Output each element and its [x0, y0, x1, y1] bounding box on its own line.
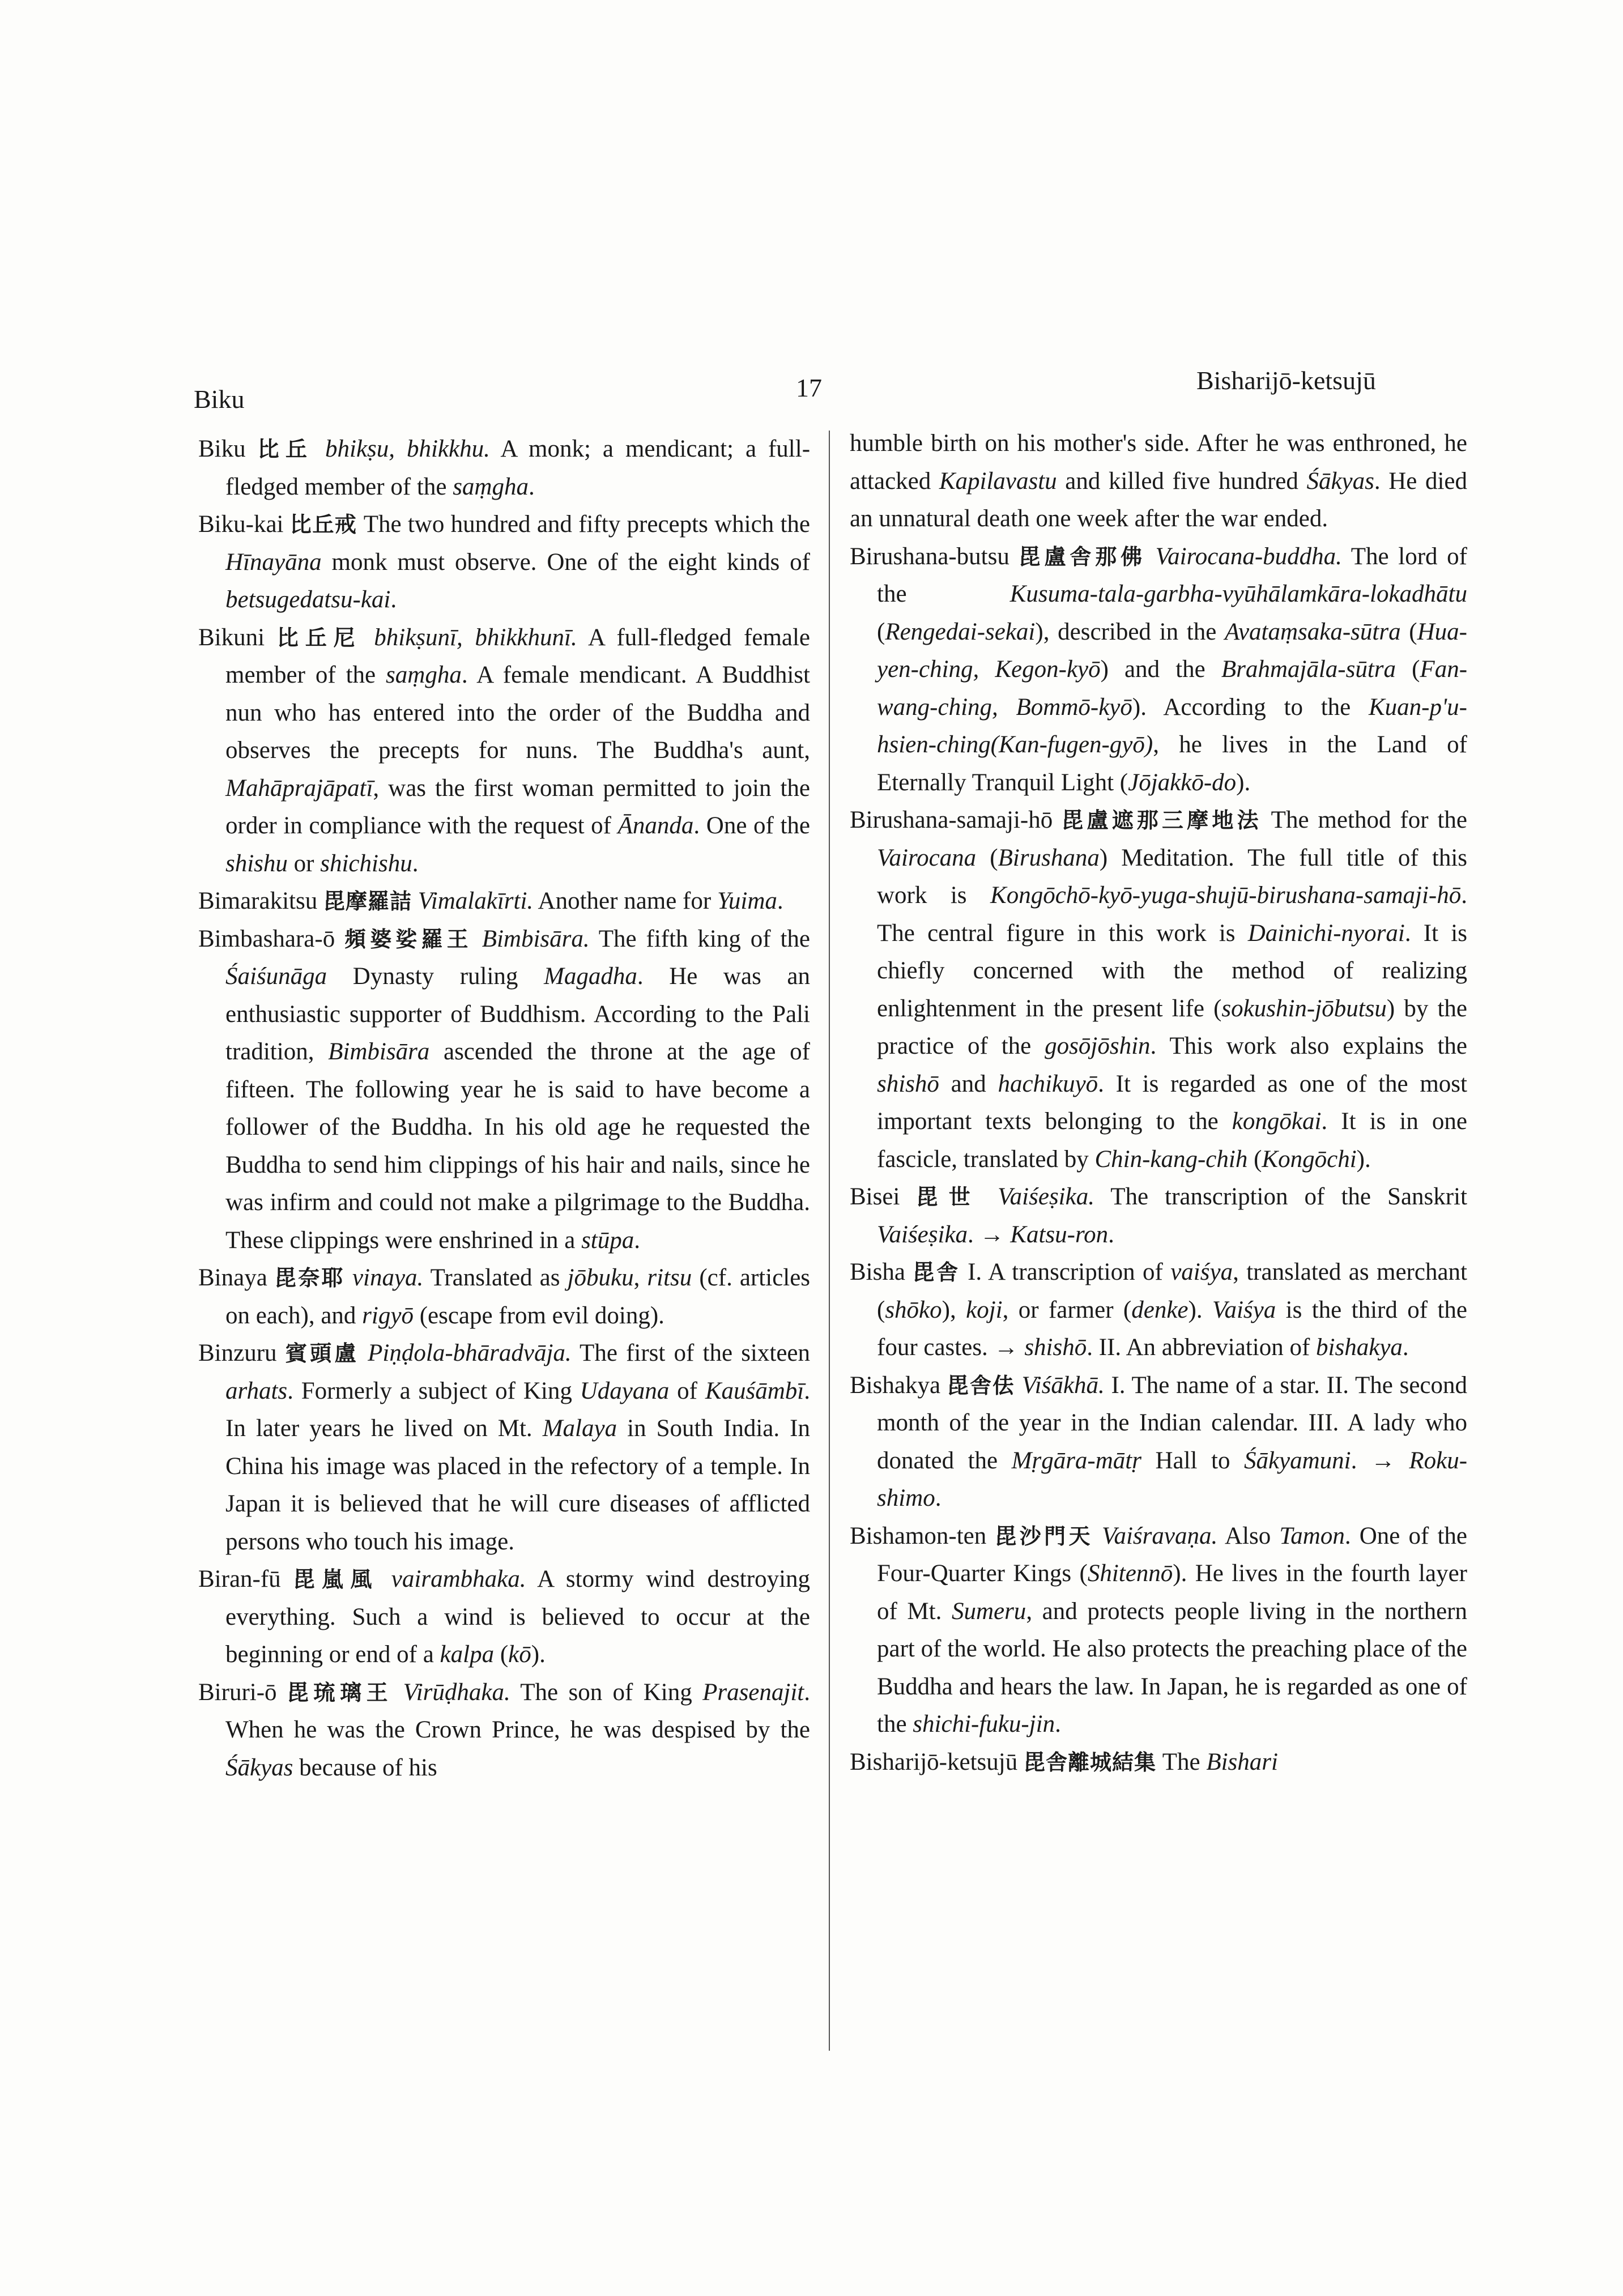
entry-binaya	[198, 1259, 810, 1335]
definition-text: (	[1396, 656, 1420, 683]
sanskrit-term: Vaiśeṣika.	[998, 1183, 1094, 1210]
term: shichi-fuku-jin	[913, 1711, 1055, 1737]
term: Hīnayāna	[225, 548, 322, 576]
definition-text: (cf. articles on each), and	[225, 1264, 811, 1329]
definition-text: A monk; a mendicant; a full-fledged member of the	[225, 436, 811, 500]
kanji: 毘嵐風	[293, 1567, 379, 1592]
entry-biran-fu	[198, 1561, 810, 1674]
definition-text: . It is regarded as one of the most important texts belonging to the	[877, 1070, 1467, 1135]
headword: Binzuru	[198, 1340, 277, 1366]
definition-text: .	[1402, 1334, 1409, 1361]
definition-text: . It is chiefly concerned with the method of realizing enlightenment in the present life (	[877, 919, 1467, 1022]
term: Bimbisāra	[328, 1038, 430, 1065]
term: Dainichi-nyorai	[1247, 919, 1405, 947]
page-number: 17	[796, 373, 822, 402]
definition-text: .	[935, 1485, 942, 1511]
definition-text: .	[1055, 1711, 1061, 1737]
sanskrit-term: Bimbisāra.	[482, 925, 590, 952]
term: Brahmajāla-sūtra	[1221, 656, 1396, 683]
term: koji	[966, 1296, 1003, 1323]
definition-text: The son of King	[510, 1679, 703, 1706]
sanskrit-term: vairambhaka.	[391, 1566, 526, 1592]
kanji: 頻婆娑羅王	[344, 926, 472, 952]
definition-text: .	[1108, 1221, 1114, 1248]
kanji: 毘奈耶	[274, 1266, 345, 1290]
cross-reference-arrow: . →	[1351, 1447, 1409, 1474]
term: Kusuma-tala-garbha-vyūhālamkāra-lokadhātu	[1009, 581, 1467, 607]
definition-text: ,	[633, 1264, 648, 1291]
definition-text: ). According to the	[1132, 693, 1369, 721]
headword: Biruri-ō	[198, 1679, 277, 1706]
term: kalpa	[440, 1641, 495, 1668]
headword: Bishamon-ten	[850, 1522, 987, 1549]
definition-text: . One of the Four-Quarter Kings (	[877, 1522, 1467, 1587]
cross-reference: shishō	[1024, 1334, 1087, 1361]
definition-text: . This work also explains the	[1150, 1033, 1468, 1059]
kanji: 比丘	[257, 437, 314, 462]
term: vaiśya	[1170, 1259, 1233, 1285]
term: Malaya	[542, 1415, 617, 1442]
definition-text: humble birth on his mother's side. After he was enthroned, he attacked	[850, 430, 1467, 495]
term: Shitennō	[1087, 1560, 1173, 1587]
definition-text: or	[287, 850, 321, 877]
entry-bisharijo-ketsuju	[850, 1744, 1467, 1782]
definition-text: ).	[1188, 1296, 1212, 1323]
definition-text: .	[412, 850, 419, 877]
headword: Bisha	[850, 1259, 905, 1285]
headword: Bisei	[850, 1183, 900, 1210]
running-head-right: Bisharijō-ketsujū	[1196, 366, 1376, 395]
definition-text: ascended the throne at the age of fifteen. The following year he is said to have become a follower of the Buddha. In his old age he requested the Buddha to send him clippings of his hair and nails, since he was infirm and could not make a pilgrimage to the Buddha. These clippings were enshrined in a	[225, 1038, 811, 1254]
headword: Biran-fū	[198, 1566, 281, 1592]
definition-text: . A female mendicant. A Buddhist nun who has entered into the order of the Buddha and observes the precepts for nuns. The Buddha's aunt,	[225, 662, 810, 764]
entry-binzuru	[198, 1335, 810, 1561]
definition-text: The method for the	[1262, 807, 1467, 833]
definition-text: ),	[942, 1296, 966, 1323]
kanji: 毘舎離城結集	[1023, 1749, 1156, 1775]
definition-text: I. A transcription of	[960, 1259, 1171, 1285]
headword: Binaya	[198, 1264, 267, 1291]
headword: Birushana-samaji-hō	[850, 807, 1053, 833]
headword: Bimbashara-ō	[198, 925, 335, 952]
term: Chin-kang-chih	[1094, 1145, 1248, 1173]
term: Śākyamuni	[1243, 1447, 1351, 1474]
term: Śākyas	[1306, 467, 1374, 495]
definition-text: ).	[1356, 1145, 1371, 1173]
term: hachikuyō	[998, 1070, 1098, 1097]
term: Śākyas	[225, 1754, 293, 1781]
entry-continuation	[850, 425, 1467, 538]
sanskrit-term: vinaya.	[352, 1264, 424, 1291]
entry-bikuni	[198, 619, 810, 883]
definition-text: ).	[1236, 769, 1251, 796]
definition-text: and	[939, 1070, 998, 1097]
definition-text: ), described in the	[1035, 618, 1225, 645]
kanji: 毘舎佉	[947, 1373, 1015, 1398]
term: Kauśāmbī	[705, 1377, 804, 1404]
entry-biku	[198, 431, 810, 506]
term: Kongōchō-kyō-yuga-shujū-birushana-samaji-hō	[990, 882, 1462, 909]
term: arhats	[225, 1377, 288, 1404]
definition-text: ). He lives in the fourth layer of Mt.	[877, 1560, 1467, 1625]
definition-text: in South India. In China his image was placed in the refectory of a temple. In Japan it is believed that he will cure diseases of afflicted persons who touch his image.	[225, 1415, 810, 1555]
definition-text: (	[976, 844, 998, 871]
term: Udayana	[580, 1377, 670, 1404]
term: Mṛgāra-mātṛ	[1011, 1447, 1141, 1474]
kanji: 賓頭盧	[285, 1341, 359, 1366]
definition-text: Also	[1217, 1522, 1280, 1549]
kanji: 比丘尼	[276, 625, 362, 650]
term: Śaiśunāga	[225, 963, 327, 990]
term: kō	[508, 1641, 531, 1668]
kanji: 毘摩羅詰	[323, 889, 412, 914]
definition-text: and killed five hundred	[1057, 467, 1307, 495]
kanji: 毘舎	[913, 1260, 960, 1285]
cross-reference: Roku-shimo	[877, 1447, 1468, 1511]
definition-text: A stormy wind destroying everything. Such a wind is believed to occur at the beginning or end of a	[225, 1566, 811, 1668]
term: saṃgha	[386, 662, 462, 688]
definition-text: , or farmer (	[1002, 1296, 1132, 1323]
definition-text: . He died an unnatural death one week after the war ended.	[850, 467, 1467, 532]
term: betsugedatsu-kai	[225, 586, 391, 613]
term: shōko	[885, 1296, 942, 1323]
sanskrit-term: bhikṣunī, bhikkhunī.	[374, 624, 577, 651]
cross-reference-arrow: . →	[968, 1221, 1011, 1248]
term: jōbuku	[567, 1264, 634, 1291]
definition-text: ) Meditation. The full title of this work is	[877, 844, 1467, 909]
definition-text: I. The name of a star. II. The second month of the year in the Indian calendar. III. A lady who donated the	[877, 1371, 1468, 1474]
term: Vaiśya	[1212, 1296, 1276, 1323]
entry-biruri	[198, 1674, 810, 1787]
definition-text: The lord of the	[877, 543, 1468, 607]
definition-text: A full-fledged female member of the	[225, 624, 811, 688]
definition-text: .	[634, 1226, 641, 1254]
term: shichishu	[320, 850, 412, 877]
definition-text: . In later years he lived on Mt.	[225, 1377, 810, 1442]
term: Yuima	[717, 888, 777, 914]
term: Kongōchi	[1262, 1145, 1357, 1173]
term: ritsu	[647, 1264, 692, 1291]
definition-text: , translated as merchant (	[877, 1259, 1467, 1323]
kanji: 比丘戒	[289, 512, 357, 537]
term: bishakya	[1316, 1334, 1403, 1361]
headword: Bimarakitsu	[198, 888, 318, 914]
definition-text: , was the first woman permitted to join the order in compliance with the request of	[225, 774, 810, 839]
term: rigyō	[362, 1302, 414, 1329]
term: kongōkai	[1232, 1108, 1322, 1135]
definition-text: . II. An abbreviation of	[1087, 1334, 1317, 1361]
term: sokushin-jōbutsu	[1221, 995, 1387, 1022]
column-divider	[829, 431, 830, 2051]
sanskrit-term: Vaiśravaṇa.	[1101, 1522, 1218, 1549]
term: shishu	[225, 850, 288, 877]
sanskrit-term: bhikṣu, bhikkhu.	[325, 436, 490, 462]
definition-text: (	[877, 618, 885, 645]
sanskrit-term: Virūḍhaka.	[403, 1679, 510, 1706]
term: denke	[1131, 1296, 1189, 1323]
definition-text: . Formerly a subject of King	[287, 1377, 580, 1404]
headword: Biku	[198, 436, 246, 462]
term: Mahāprajāpatī	[225, 774, 373, 802]
left-column	[198, 431, 810, 1787]
term: Ānanda	[617, 812, 694, 839]
term: Sumeru	[951, 1598, 1026, 1625]
term: Kuan-p'u-hsien-ching(Kan-fugen-gyō)	[877, 693, 1467, 758]
term: Jōjakkō-do	[1128, 769, 1237, 796]
definition-text: The two hundred and fifty precepts which the	[357, 511, 811, 538]
kanji: 毘世	[916, 1185, 982, 1209]
definition-text: (	[494, 1641, 509, 1668]
definition-text: The	[1156, 1748, 1207, 1775]
headword: Birushana-butsu	[850, 543, 1009, 570]
cross-reference: Katsu-ron	[1010, 1221, 1109, 1248]
definition-text: because of his	[293, 1754, 437, 1781]
definition-text: ).	[531, 1641, 546, 1668]
entry-birushana-samaji-ho	[850, 802, 1467, 1178]
definition-text: (	[1400, 618, 1417, 645]
term: Vaiśeṣika	[877, 1221, 968, 1248]
term: Magadha	[544, 963, 637, 990]
definition-text: The first of the sixteen	[571, 1340, 810, 1366]
entry-bishamon-ten	[850, 1518, 1467, 1744]
definition-text: .	[528, 473, 535, 500]
definition-text: The fifth king of the	[589, 925, 810, 952]
kanji: 毘盧舎那佛	[1019, 544, 1146, 569]
term: Rengedai-sekai	[885, 618, 1036, 645]
definition-text: .	[777, 888, 783, 914]
term: Vairocana	[877, 844, 977, 871]
sanskrit-term: Vimalakīrti.	[418, 888, 534, 914]
definition-text: . It is in one fascicle, translated by	[877, 1108, 1467, 1173]
definition-text: Another name for	[533, 888, 717, 914]
entry-bimbashara	[198, 921, 810, 1260]
running-head-left: Biku	[194, 385, 245, 414]
definition-text: . He was an enthusiastic supporter of Buddhism. According to the Pali tradition,	[225, 963, 810, 1065]
definition-text: , he lives in the Land of Eternally Tranquil Light (	[877, 731, 1467, 796]
entry-birushana-butsu	[850, 538, 1467, 802]
definition-text: . The central figure in this work is	[877, 882, 1467, 947]
definition-text: of	[669, 1377, 705, 1404]
term: shishō	[877, 1070, 939, 1097]
definition-text: The transcription of the Sanskrit	[1094, 1183, 1467, 1210]
definition-text: Hall to	[1141, 1447, 1244, 1474]
term: Avataṃsaka-sūtra	[1225, 618, 1401, 645]
headword: Bishakya	[850, 1371, 941, 1399]
kanji: 毘沙門天	[995, 1523, 1093, 1549]
headword: Biku-kai	[198, 511, 284, 538]
entry-bisha	[850, 1254, 1467, 1367]
term: Fan-wang-ching, Bommō-kyō	[877, 656, 1468, 721]
sanskrit-term: Viśākhā.	[1021, 1371, 1105, 1399]
definition-text: (	[1247, 1145, 1262, 1173]
entry-bishakya	[850, 1367, 1467, 1518]
definition-text: Translated as	[423, 1264, 568, 1291]
term: gosōjōshin	[1045, 1033, 1151, 1059]
entry-biku-kai	[198, 506, 810, 619]
headword: Bikuni	[198, 624, 265, 651]
term: Birushana	[998, 844, 1100, 871]
kanji: 毘琉璃王	[287, 1680, 393, 1705]
term: Prasenajit	[702, 1679, 804, 1706]
term: saṃgha	[453, 473, 529, 500]
definition-text: Dynasty ruling	[327, 963, 544, 990]
term: Tamon	[1279, 1522, 1345, 1549]
definition-text: ) by the practice of the	[877, 995, 1467, 1059]
entry-bisei	[850, 1178, 1467, 1254]
definition-text: , and protects people living in the northern part of the world. He also protects the preaching place of the Buddha and hears the law. In Japan, he is regarded as one of the	[877, 1598, 1468, 1737]
term: Kapilavastu	[939, 467, 1057, 495]
term: stūpa	[581, 1226, 634, 1254]
entry-bimarakitsu	[198, 883, 810, 921]
kanji: 毘盧遮那三摩地法	[1062, 808, 1262, 833]
term: Bishari	[1206, 1748, 1278, 1775]
definition-text: monk must observe. One of the eight kinds of	[321, 548, 810, 576]
sanskrit-term: Vairocana-buddha.	[1155, 543, 1342, 570]
definition-text: . When he was the Crown Prince, he was despised by the	[225, 1679, 810, 1743]
sanskrit-term: Piṇḍola-bhāradvāja.	[368, 1340, 572, 1366]
definition-text: (escape from evil doing).	[413, 1302, 664, 1329]
right-column	[850, 425, 1467, 1781]
headword: Bisharijō-ketsujū	[850, 1748, 1018, 1775]
term: Hua-yen-ching, Kegon-kyō	[877, 618, 1467, 683]
definition-text: ) and the	[1100, 656, 1221, 683]
definition-text: is the third of the four castes. →	[877, 1296, 1467, 1361]
definition-text: . One of the	[693, 812, 810, 839]
definition-text: .	[390, 586, 397, 613]
